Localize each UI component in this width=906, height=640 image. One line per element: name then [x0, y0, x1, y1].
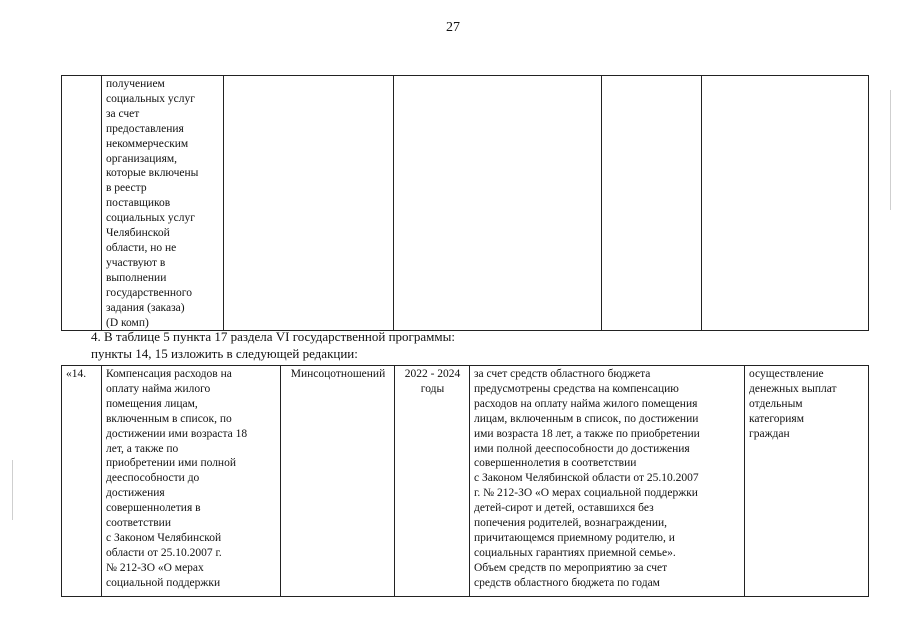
measure-text: получением социальных услуг за счет предоставления некоммерческим организациям, которые включены в реестр поставщиков социальных услуг Челябинской области, но не участвуют в выполнении государственного задания (заказа) (D комп) [106, 78, 199, 329]
measure-text: Компенсация расходов на оплату найма жилого помещения лицам, включенным в список, по достижении ими возраста 18 лет, а также по приобретении ими полной дееспособности до достижения совершеннолетия в соответствии с Законом Челябинской области от 25.10.2007 г. № 212-ЗО «О мерах социальной поддержки [106, 368, 248, 589]
result-text: осуществление денежных выплат отдельным категориям граждан [749, 368, 837, 440]
cell-description [470, 366, 745, 597]
scan-artifact [890, 90, 891, 210]
cell-measure [102, 76, 224, 331]
amendment-paragraph-line1: 4. В таблице 5 пункта 17 раздела VI государственной программы: [91, 329, 455, 344]
cell-period [602, 76, 702, 331]
table-row [62, 76, 869, 331]
cell-period [395, 366, 470, 597]
cell-result [702, 76, 869, 331]
new-edition-table [61, 365, 869, 597]
cell-result [745, 366, 869, 597]
row-number: «14. [66, 368, 87, 380]
cell-executor [224, 76, 394, 331]
executor-text: Минсоцотношений [290, 368, 386, 380]
amendment-paragraph-line2: пункты 14, 15 изложить в следующей редакции: [91, 346, 358, 361]
cell-measure [102, 366, 281, 597]
description-text: за счет средств областного бюджета предусмотрены средства на компенсацию расходов на оплату найма жилого помещения лицам, включенным в список, по достижении ими возраста 18 лет, а также по приобретении ими полной дееспособности до достижения совершеннолетия в соответствии с Законом Челябинской области от 25.10.2007 г. № 212-ЗО «О мерах социальной поддержки детей-сирот и детей, оставшихся без попечения родителей, вознаграждении, причитающемся приемному родителю, и социальных гарантиях приемной семье». Объем средств по мероприятию за счет средств областного бюджета по годам [474, 368, 700, 589]
cell-number [62, 366, 102, 597]
continued-table [61, 75, 869, 331]
cell-description [394, 76, 602, 331]
period-text: 2022 - 2024 годы [404, 368, 461, 395]
cell-executor [281, 366, 395, 597]
page-number: 27 [446, 20, 460, 35]
cell-number [62, 76, 102, 331]
scan-artifact [12, 460, 13, 520]
table-row [62, 366, 869, 597]
